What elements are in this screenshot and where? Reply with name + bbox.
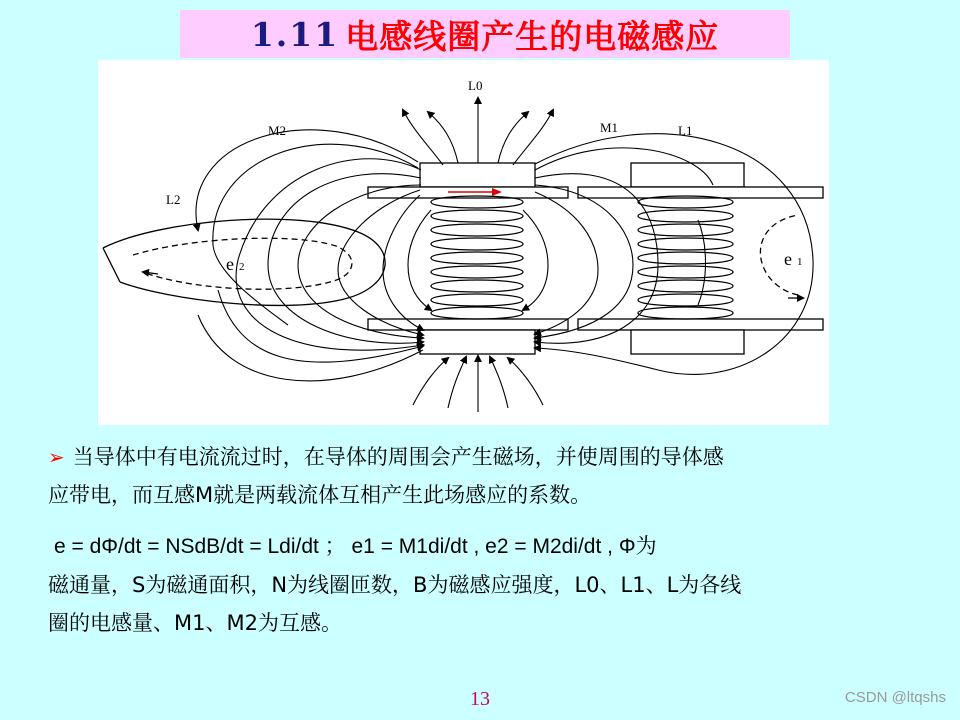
label-e1-subscript: 1 (797, 256, 803, 268)
paragraph1-line1: 当导体中有电流流过时，在导体的周围会产生磁场，并使周围的导体感 (72, 445, 724, 469)
flux-arrows-bottom (413, 356, 543, 412)
flux-arrows-top (403, 98, 553, 165)
paragraph-formulas (48, 528, 938, 642)
paragraph2-line3: 圈的电感量、M1、M2为互感。 (48, 611, 342, 635)
label-e2-subscript: 2 (239, 261, 245, 273)
label-m2: M2 (268, 123, 287, 138)
label-l1: L1 (678, 123, 693, 138)
label-e2: e (226, 254, 234, 274)
slide-title (180, 10, 790, 58)
title-number: 1.11 (250, 14, 340, 54)
watermark: CSDN @ltqshs (844, 689, 946, 706)
paragraph-mutual-inductance (48, 438, 938, 514)
formula-line: e = dΦ/dt = NSdB/dt = Ldi/dt ； e1 = M1di/dt , e2 = M2di/dt , Φ为 (54, 535, 657, 558)
inductance-diagram (98, 60, 829, 425)
title-text: 电感线圈产生的电磁感应 (345, 16, 720, 56)
paragraph1-line2: 应带电，而互感M就是两载流体互相产生此场感应的系数。 (48, 483, 592, 507)
right-arrow-bullet-icon: ➢ (48, 445, 65, 469)
page-number: 13 (470, 688, 490, 710)
label-l2: L2 (166, 192, 181, 207)
label-m1: M1 (600, 120, 619, 135)
label-l0: L0 (468, 78, 483, 93)
paragraph2-line2: 磁通量，S为磁通面积，N为线圈匝数，B为磁感应强度，L0、L1、L为各线 (48, 573, 742, 597)
label-e1: e (784, 249, 792, 269)
